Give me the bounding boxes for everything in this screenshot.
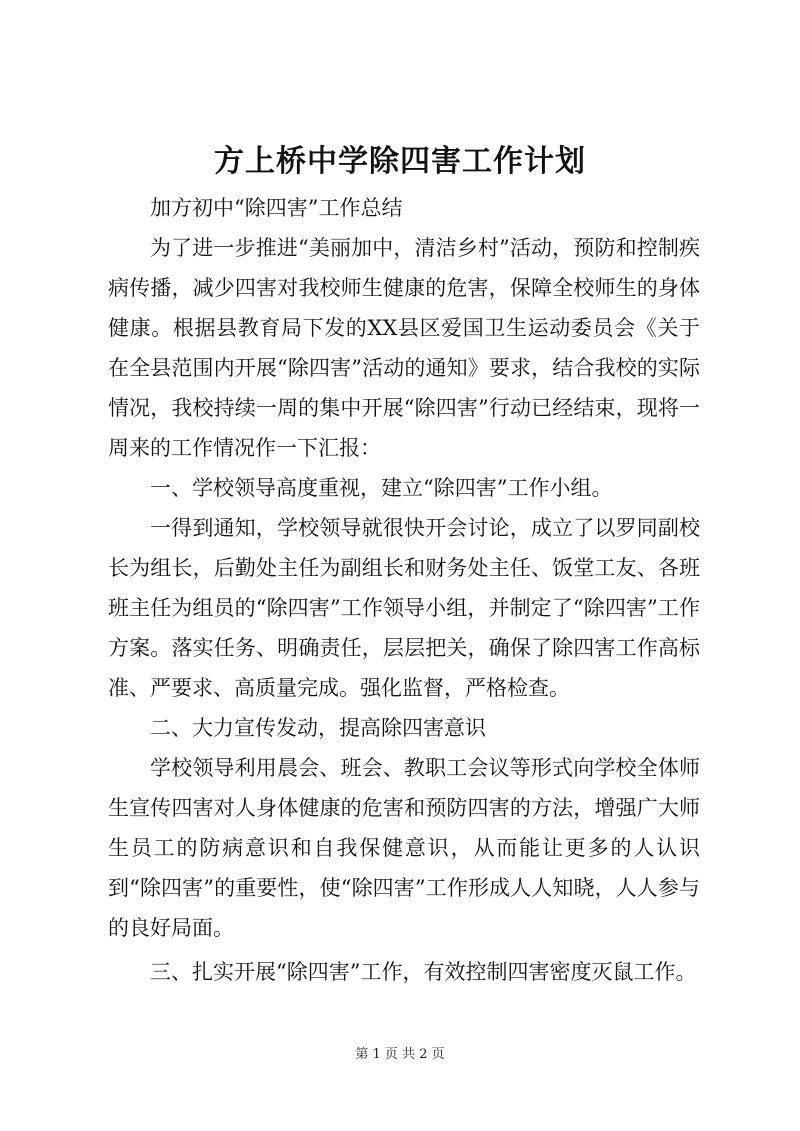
paragraph-heading-2: 二、大力宣传发动，提高除四害意识 — [150, 716, 486, 740]
document-body — [108, 188, 700, 992]
paragraph-section-1: 一得到通知，学校领导就很快开会讨论，成立了以罗同副校长为组长，后勤处主任为副组长和财务处主任、饭堂工友、各班班主任为组员的“除四害”工作领导小组，并制定了“除四害”工作方案。落实任务、明确责任，层层把关，确保了除四害工作高标准、严要求、高质量完成。强化监督，严格检查。 — [108, 516, 700, 700]
paragraph-heading-3: 三、扎实开展“除四害”工作，有效控制四害密度灭鼠工作。 — [150, 960, 697, 984]
document-title: 方上桥中学除四害工作计划 — [214, 144, 586, 179]
paragraph-intro: 为了进一步推进“美丽加中，清洁乡村”活动，预防和控制疾病传播，减少四害对我校师生健康的危害，保障全校师生的身体健康。根据县教育局下发的XX县区爱国卫生运动委员会《关于在全县范围内开展“除四害”活动的通知》要求，结合我校的实际情况，我校持续一周的集中开展“除四害”行动已经结束，现将一周来的工作情况作一下汇报： — [108, 236, 700, 460]
paragraph-section-2: 学校领导利用晨会、班会、教职工会议等形式向学校全体师生宣传四害对人身体健康的危害和预防四害的方法，增强广大师生员工的防病意识和自我保健意识，从而能让更多的人认识到“除四害”的重要性，使“除四害”工作形成人人知晓，人人参与的良好局面。 — [108, 756, 700, 940]
page-number-footer: 第 1 页 共 2 页 — [355, 1047, 445, 1062]
paragraph-heading-1: 一、学校领导高度重视，建立“除四害”工作小组。 — [150, 476, 613, 500]
paragraph-subtitle: 加方初中“除四害”工作总结 — [150, 196, 403, 220]
